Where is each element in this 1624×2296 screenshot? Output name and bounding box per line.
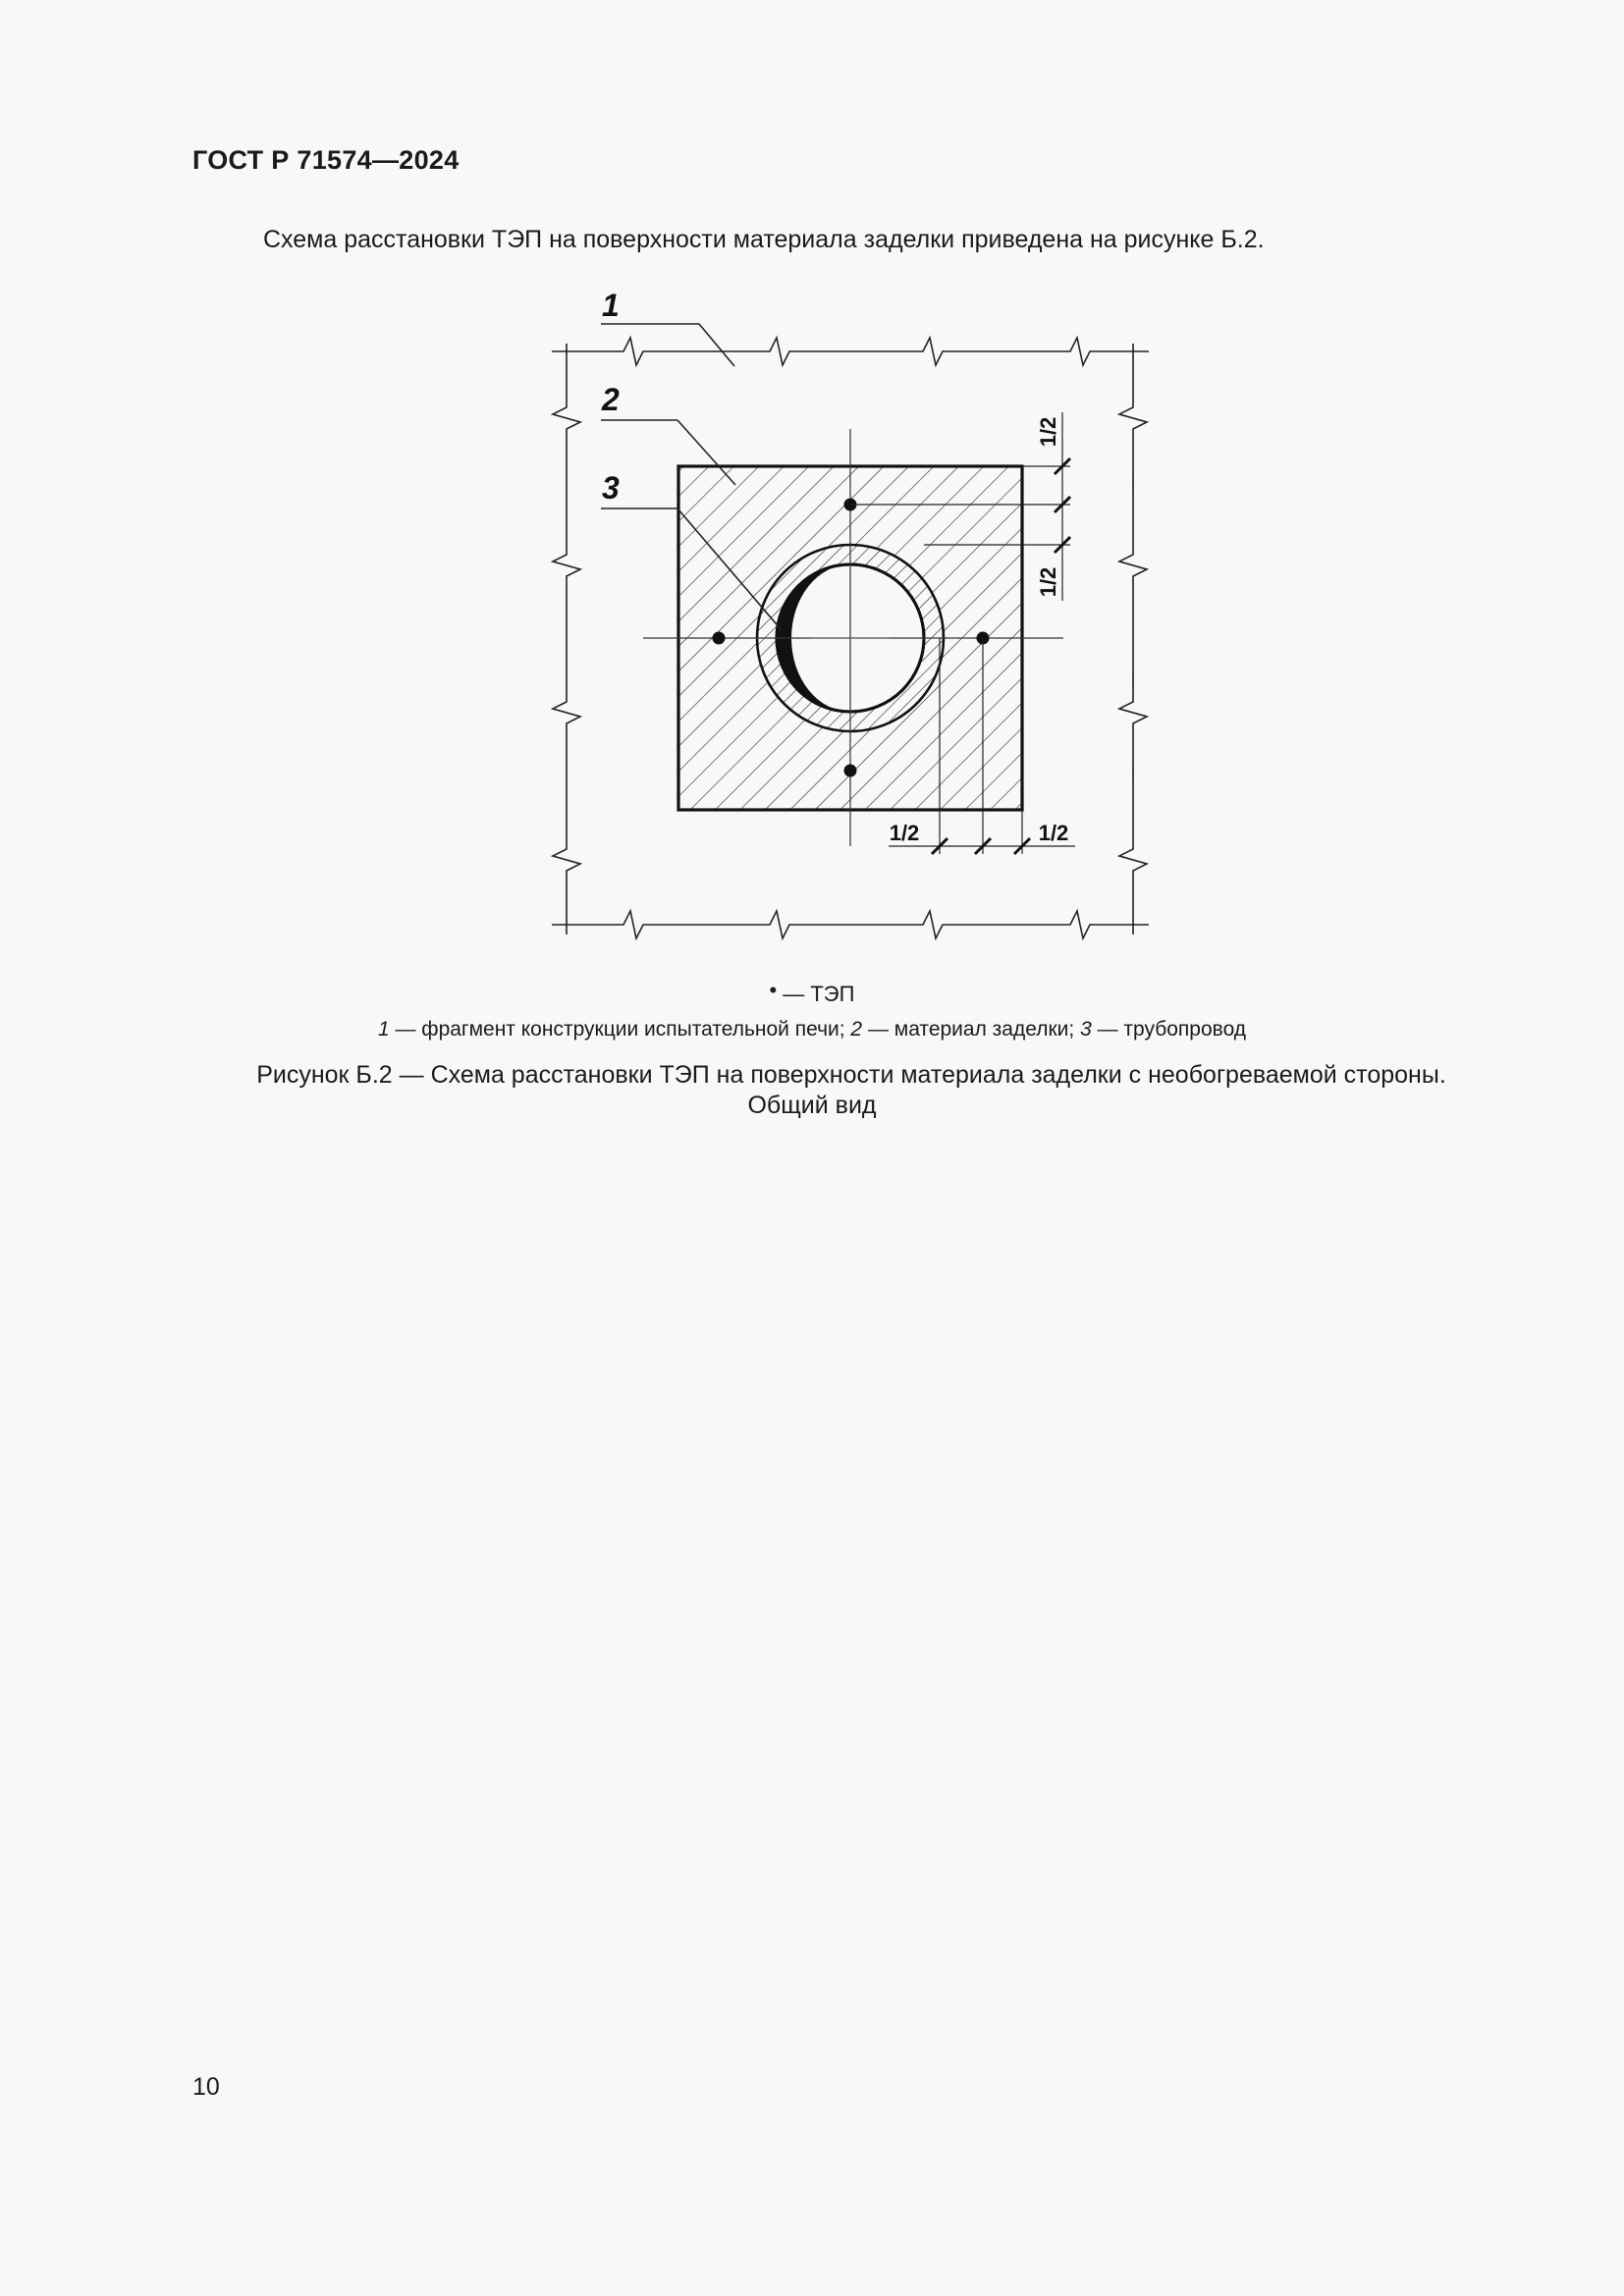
legend-item-2-text: — материал заделки; — [862, 1018, 1081, 1041]
caption-line-2: Общий вид — [747, 1092, 877, 1119]
dimension-label-bottom-right: 1/2 — [1038, 821, 1069, 845]
callout-3: 3 — [602, 470, 620, 506]
legend-symbol-text: — ТЭП — [783, 982, 855, 1006]
dimension-label-top-upper: 1/2 — [1036, 416, 1060, 448]
figure-caption — [0, 1060, 1624, 1121]
document-header: ГОСТ Р 71574—2024 — [192, 145, 460, 175]
sensor-point-bottom — [844, 765, 857, 777]
legend-item-2-number: 2 — [850, 1018, 863, 1041]
bullet-icon: • — [769, 978, 778, 1002]
legend-item-1-number: 1 — [377, 1018, 390, 1041]
figure-b2-drawing — [0, 0, 1624, 982]
dimension-label-bottom-left: 1/2 — [889, 821, 920, 845]
callout-2: 2 — [602, 382, 620, 417]
legend-item-3-number: 3 — [1080, 1018, 1092, 1041]
dimension-label-top-lower: 1/2 — [1036, 566, 1060, 598]
sensor-point-left — [713, 632, 726, 645]
legend-item-3-text: — трубопровод — [1091, 1018, 1247, 1041]
callout-1: 1 — [602, 288, 620, 323]
page-number: 10 — [192, 2073, 220, 2101]
legend-items — [0, 1018, 1624, 1041]
caption-line-1: Рисунок Б.2 — Схема расстановки ТЭП на поверхности материала заделки с необогреваемой стороны. — [256, 1061, 1446, 1089]
legend-sensor-symbol — [0, 978, 1624, 1007]
intro-paragraph: Схема расстановки ТЭП на поверхности материала заделки приведена на рисунке Б.2. — [263, 226, 1265, 253]
legend-item-1-text: — фрагмент конструкции испытательной печи; — [389, 1018, 851, 1041]
